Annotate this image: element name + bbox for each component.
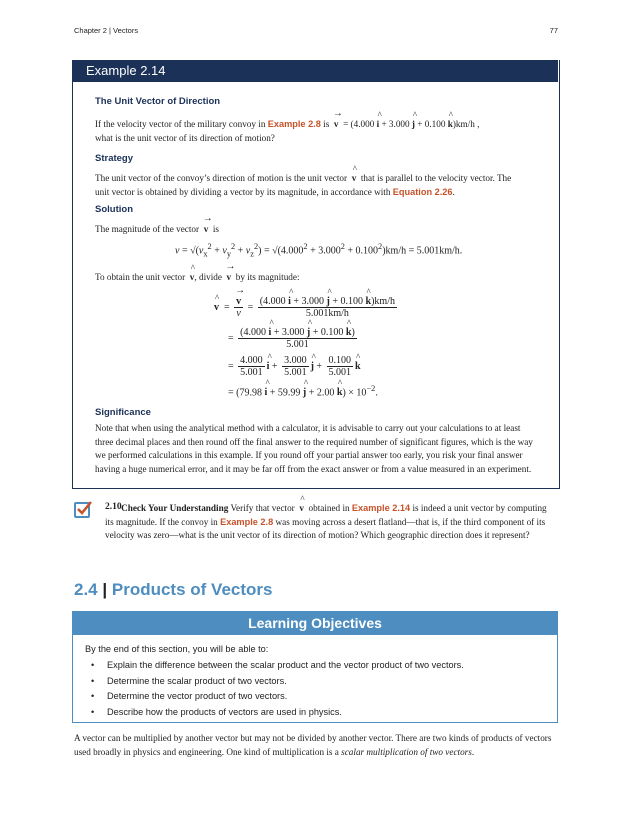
objective-item: • Determine the vector product of two vectors. [85, 691, 464, 707]
example-title: Example 2.14 [72, 60, 558, 82]
link-equation-2-26[interactable]: Equation 2.26 [392, 186, 453, 197]
problem-text: If the velocity vector of the military convoy in Example 2.8 is → v = (4.000 ^ i + 3.000 ^ j + 0.100 ^ k)km/h , what is the unit vector of its direction of motion? [95, 118, 540, 145]
running-header-chapter: Chapter 2 | Vectors [74, 26, 139, 35]
section-title: 2.4 | Products of Vectors [74, 580, 273, 599]
solution-heading: Solution [95, 204, 133, 215]
learning-objectives-title: Learning Objectives [72, 611, 558, 635]
significance-heading: Significance [95, 407, 151, 418]
intro-paragraph: A vector can be multiplied by another vector but may not be divided by another vector. There are two kinds of products of vectors used broadly in physics and engineering. One kind of multiplication is a scalar multiplication of two vectors. [74, 733, 552, 757]
objective-item: • Determine the scalar product of two vectors. [85, 676, 464, 692]
learning-objectives-intro: By the end of this section, you will be able to: [85, 644, 269, 654]
solution-text-2: To obtain the unit vector ^ v, divide → v by its magnitude: [95, 271, 540, 285]
solution-text-1: The magnitude of the vector → v is [95, 223, 540, 237]
vector-v: → v [334, 118, 339, 132]
page-number: 77 [549, 26, 558, 35]
unit-vector-eq-line-1: ^ v = → $\frac{v}{v}$ = $\frac{(4.000 \^{} i + 3.000 \^{} j + 0.100 \^{} k)km/h}{5.001km/h}$ [214, 296, 399, 319]
unit-vector-eq-line-4: = (79.98 ^ i + 59.99 ^ j + 2.00 ^ $k) \times 10^{-2}$. [228, 384, 378, 398]
significance-text: Note that when using the analytical method with a calculator, it is advisable to carry out your calculations to at least three decimal places and then round off the final answer to the required number of significant figures, which is the way we performed calculations in this example. If you round off your partial answer too early, you risk your final answer having a huge numerical error, and it may be far off from the exact answer or from a value measured in an experiment. [95, 423, 533, 474]
unit-vector-eq-line-2: = $\frac{(4.000 \^{} i + 3.000 \^{} j + 0.100 \^{} k)}{5.001}$ [228, 327, 359, 350]
learning-objectives-list [85, 660, 464, 722]
objective-item: • Explain the difference between the scalar product and the vector product of two vectors. [85, 660, 464, 676]
example-subtitle: The Unit Vector of Direction [95, 96, 221, 107]
link-example-2-8[interactable]: Example 2.8 [267, 119, 321, 129]
link-example-2-8-b[interactable]: Example 2.8 [220, 516, 274, 527]
check-your-understanding-text: Check Your Understanding Verify that vector ^ v obtained in Example 2.14 is indeed a unit vector by computing its magnitude. If the convoy in Example 2.8 was moving across a desert flatland—that is, if the third component of its velocity was zero—what is the unit vector of its direction of motion? Which geographic direction does it represent? [105, 502, 550, 543]
strategy-text: The unit vector of the convoy’s direction of motion is the unit vector ^ v that is parallel to the velocity vector. The unit vector is obtained by dividing a vector by its magnitude, in accordance with Equation 2.26. [95, 172, 540, 199]
check-number: 2.10 [105, 502, 122, 512]
objective-item: • Describe how the products of vectors are used in physics. [85, 707, 464, 723]
magnitude-equation: $v = √(v_x^2 + v_y^2 + v_z^2) = √(4.000^2 + 3.000^2 + 0.100^2)km/h = 5.001km/h$. [175, 242, 463, 259]
check-your-understanding-icon [74, 500, 92, 518]
unit-vector-eq-line-3: = $\frac{4.000}{5.001}$ ^ i + $\frac{3.000}{5.001}$ ^ j + $\frac{0.100}{5.001}$ ^ k [228, 355, 361, 378]
link-example-2-14[interactable]: Example 2.14 [351, 503, 411, 513]
strategy-heading: Strategy [95, 153, 134, 164]
